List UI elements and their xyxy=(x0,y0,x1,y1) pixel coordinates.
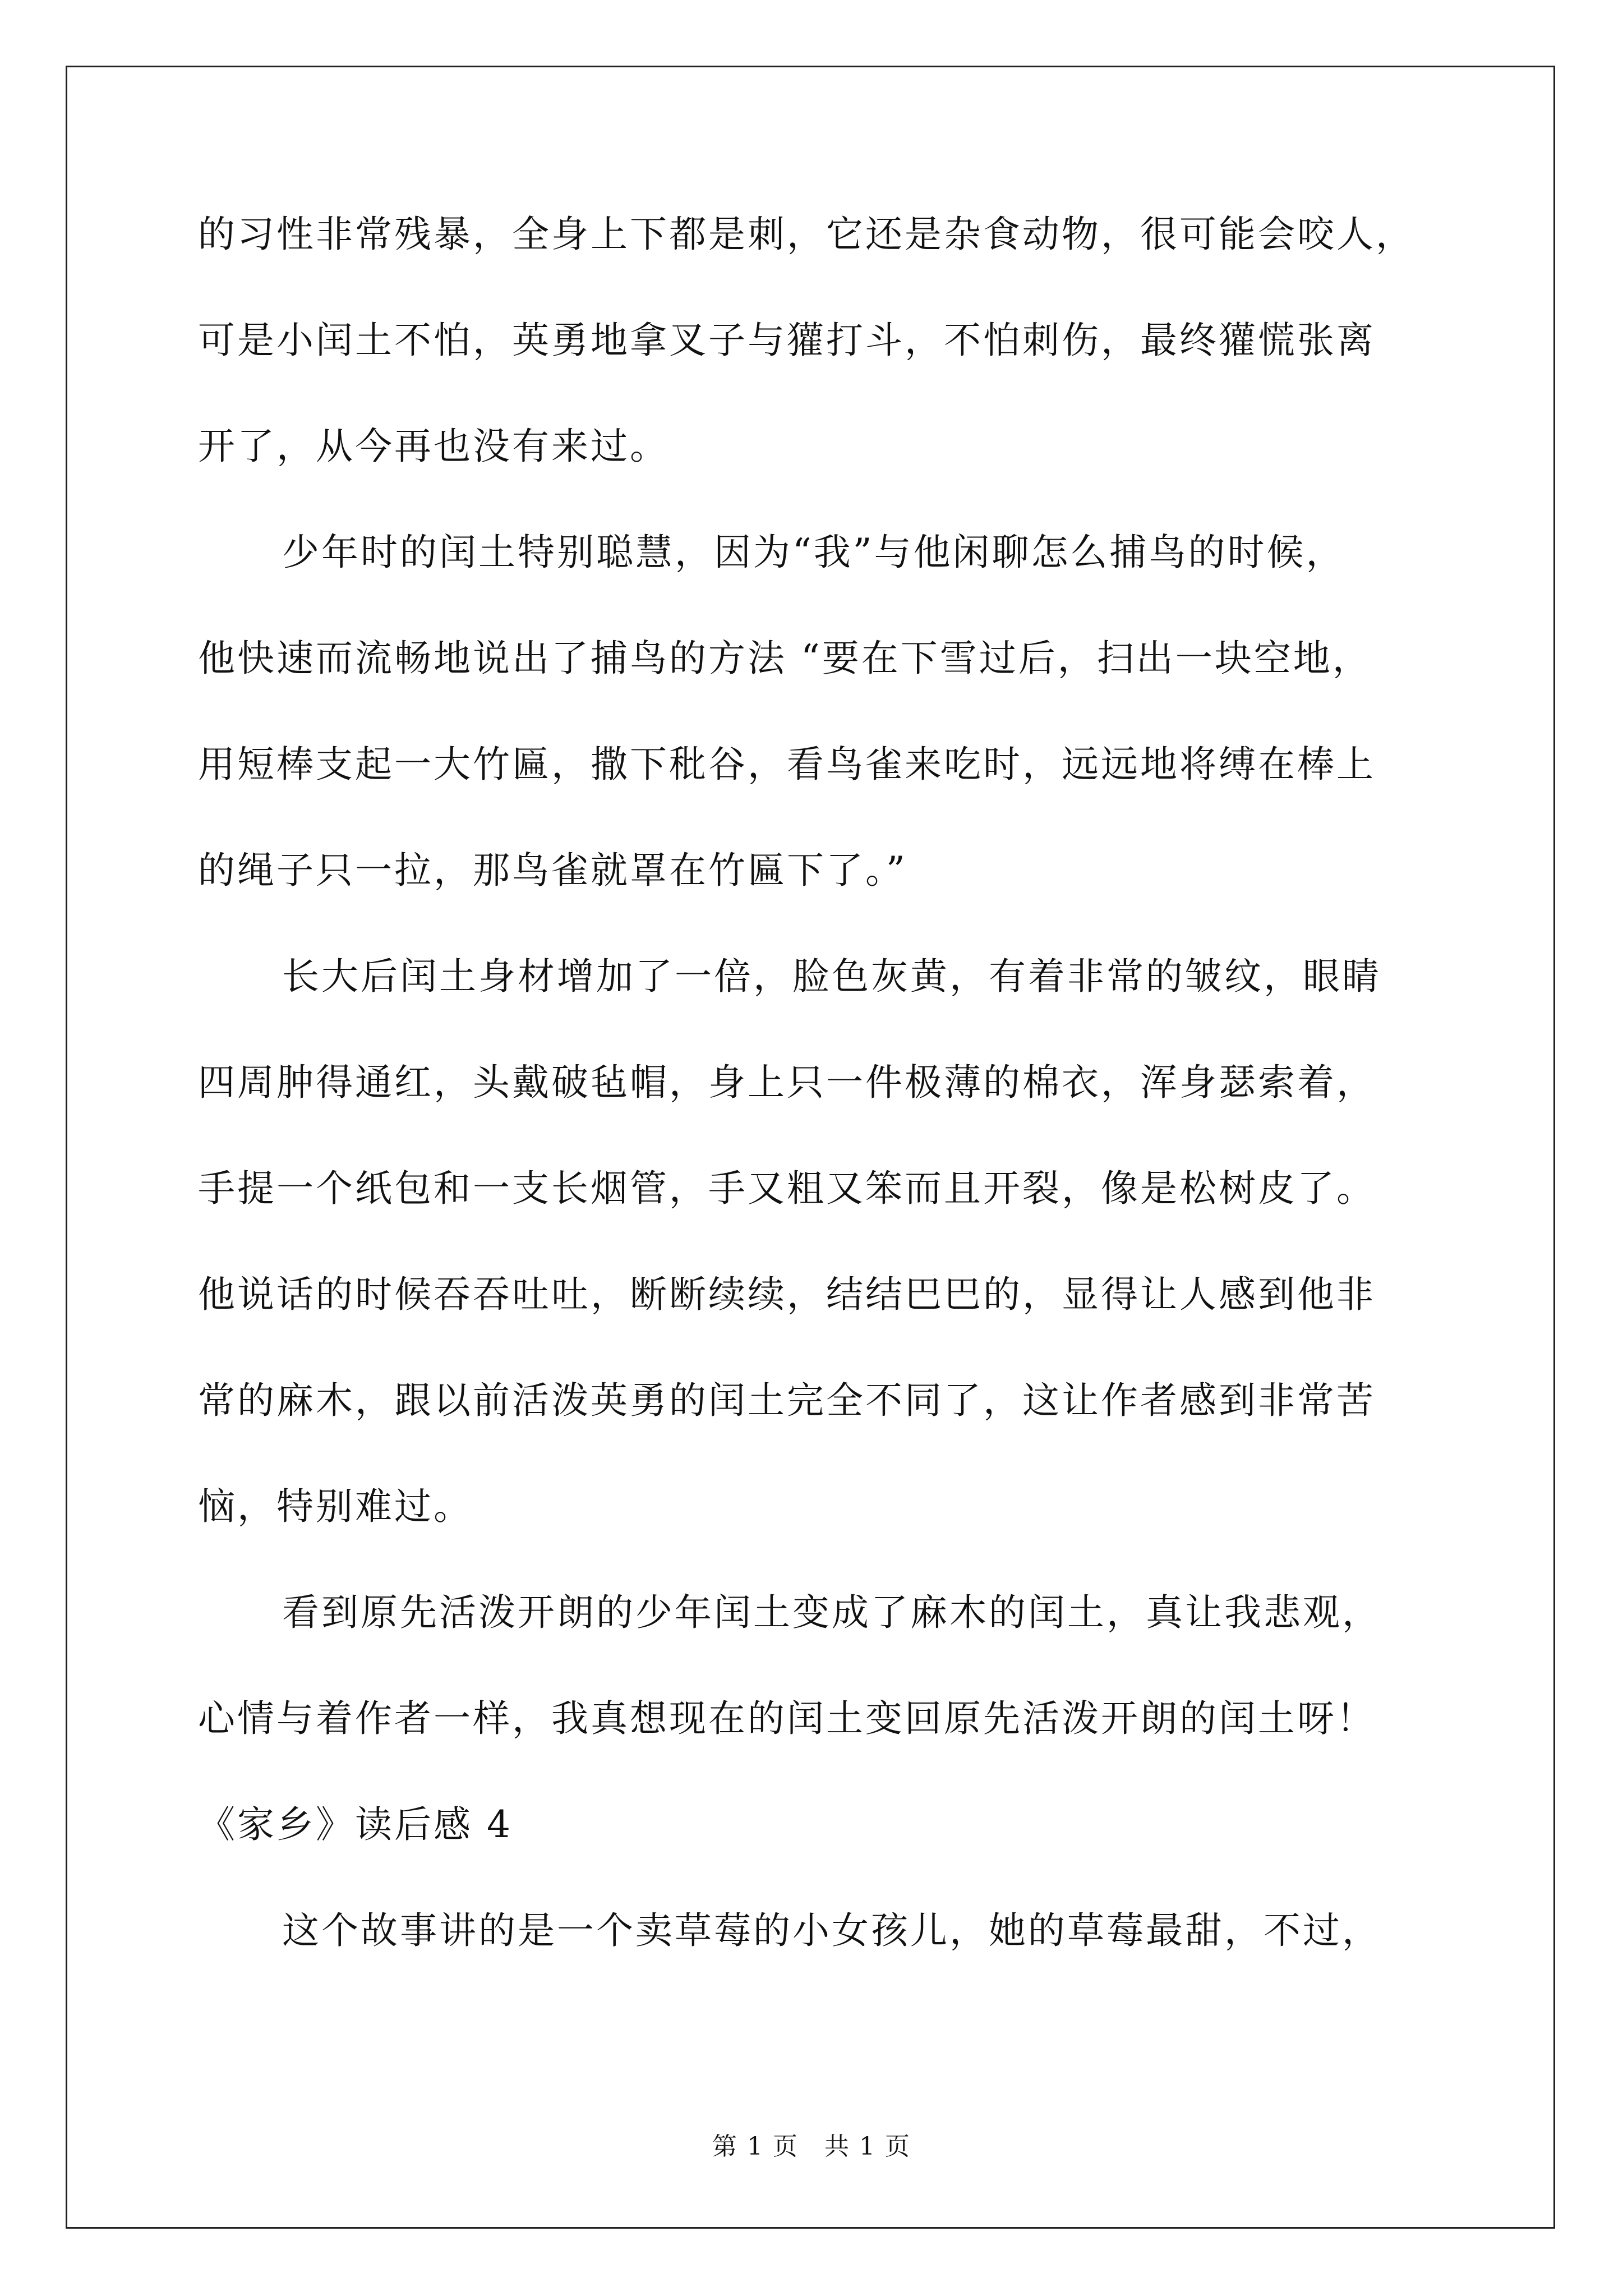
text-line: 他说话的时候吞吞吐吐，断断续续，结结巴巴的，显得让人感到他非 xyxy=(198,1273,1376,1316)
text-line: 恼，特别难过。 xyxy=(198,1485,473,1528)
text-line: 四周肿得通红，头戴破毡帽，身上只一件极薄的棉衣，浑身瑟索着， xyxy=(198,1061,1376,1104)
text-line: 他快速而流畅地说出了捕鸟的方法 “要在下雪过后，扫出一块空地， xyxy=(198,637,1372,680)
text-line: 的习性非常残暴，全身上下都是刺，它还是杂食动物，很可能会咬人， xyxy=(198,213,1415,256)
text-line: 用短棒支起一大竹匾，撒下秕谷，看鸟雀来吃时，远远地将缚在棒上 xyxy=(198,743,1376,786)
page-footer: 第 1 页 共 1 页 xyxy=(712,2132,911,2161)
text-line: 开了，从今再也没有来过。 xyxy=(198,425,669,468)
text-line: 看到原先活泼开朗的少年闰土变成了麻木的闰土，真让我悲观， xyxy=(282,1591,1381,1634)
text-line: 这个故事讲的是一个卖草莓的小女孩儿，她的草莓最甜，不过， xyxy=(282,1909,1381,1952)
section-heading: 《家乡》读后感 4 xyxy=(198,1803,513,1846)
text-line: 长大后闰土身材增加了一倍，脸色灰黄，有着非常的皱纹，眼睛 xyxy=(282,955,1381,998)
text-line: 手提一个纸包和一支长烟管，手又粗又笨而且开裂，像是松树皮了。 xyxy=(198,1167,1376,1210)
text-line: 少年时的闰土特别聪慧，因为“我”与他闲聊怎么捕鸟的时候， xyxy=(282,531,1345,574)
text-line: 常的麻木，跟以前活泼英勇的闰土完全不同了，这让作者感到非常苦 xyxy=(198,1379,1376,1422)
text-line: 心情与着作者一样，我真想现在的闰土变回原先活泼开朗的闰土呀！ xyxy=(198,1697,1376,1740)
text-line: 可是小闰土不怕，英勇地拿叉子与獾打斗，不怕刺伤，最终獾慌张离 xyxy=(198,319,1376,362)
document-body xyxy=(198,213,1432,2018)
text-line: 的绳子只一拉，那鸟雀就罩在竹匾下了。” xyxy=(198,849,907,892)
